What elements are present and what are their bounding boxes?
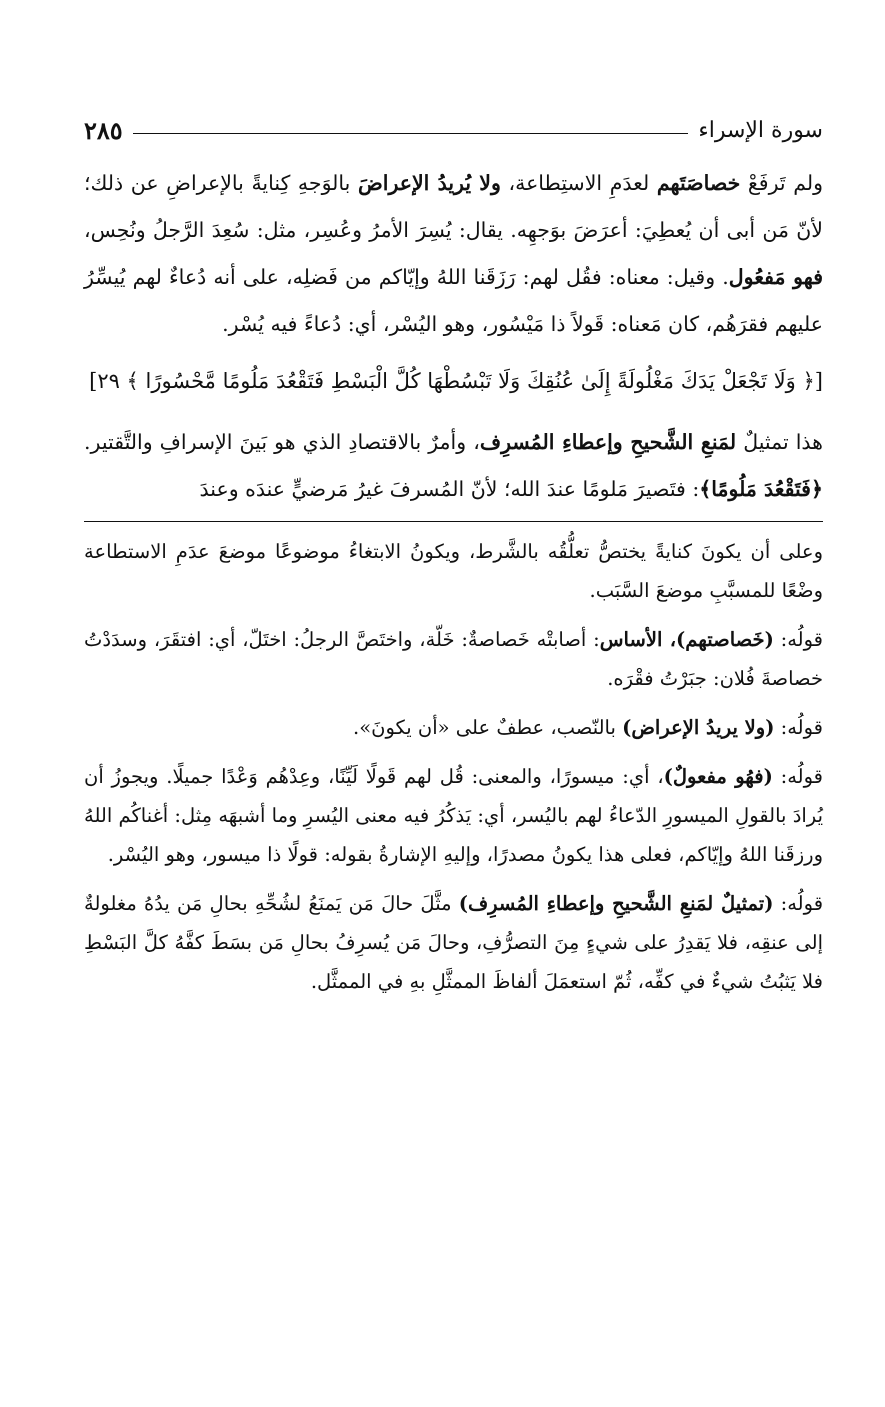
- note-bold-term: (تمثيلٌ لمَنعِ الشَّحيحِ وإعطاءِ المُسرِف): [458, 892, 774, 915]
- page-header: [84, 110, 823, 150]
- commentary-text-segment: ، وأمرٌ بالاقتصادِ الذي هو بَينَ الإسرافِ والتَّقتير.: [84, 430, 480, 454]
- commentary-text-segment: هذا تمثيلٌ: [736, 430, 823, 454]
- surah-name: سورة الإسراء: [698, 117, 823, 143]
- tafsir-bold-term: فهو مَفعُول: [728, 265, 824, 289]
- tafsir-text-segment: لعدَمِ الاستِطاعة،: [500, 171, 657, 195]
- footnote-separator: [84, 521, 823, 522]
- quran-verse: [﴿ وَلَا تَجْعَلْ يَدَكَ مَغْلُولَةً إِلَىٰ عُنُقِكَ وَلَا تَبْسُطْهَا كُلَّ الْبَسْطِ فَتَقْعُدَ مَلُومًا مَّحْسُورًا ﴾ ٢٩]: [89, 369, 823, 393]
- tafsir-text-segment: . وقيل: معناه: فقُل لهم: رَزَقَنا اللهُ وإيّاكم من فَضلِه، على أنه دُعاءٌ لهم يُيسِّرُ عليهم فقرَهُم، كان مَعناه: قَولاً ذا مَيْسُور، وهو اليُسْر، أي: دُعاءً فيه يُسْر.: [84, 265, 823, 336]
- header-rule: [133, 133, 689, 134]
- tafsir-text-segment: ولم تَرفَعْ: [740, 171, 823, 195]
- tafsir-paragraph: [84, 160, 823, 348]
- page-number: ٢٨٥: [84, 115, 123, 145]
- note-paragraph: [84, 708, 823, 747]
- commentary-text-segment: : فتَصيرَ مَلومًا عندَ الله؛ لأنّ المُسرفَ غيرُ مَرضيٍّ عندَه وعندَ: [199, 477, 700, 501]
- note-paragraph: [84, 620, 823, 698]
- note-paragraph: [84, 757, 823, 874]
- note-bold-term: (خَصاصتهم)، الأساس: [599, 628, 774, 651]
- note-text: ، أي: ميسورًا، والمعنى: قُل لهم قَولًا لَيِّنًا، وعِدْهُم وَعْدًا جميلًا. ويجوزُ أن يُرادَ بالقولِ الميسورِ الدّعاءُ لهم باليُسر، أي: يَذكُرُ فيه معنى اليُسرِ وما أشبهَه مِثل: أغناكُم اللهُ ورزقَنا اللهُ وإيّاكم، فعلى هذا يكونُ مصدرًا، وإليهِ الإشارةُ بقوله: قولًا ذا ميسور، وهو اليُسْر.: [84, 765, 823, 866]
- note-text: : أصابتْه خَصاصةٌ: خَلّة، واختَصَّ الرجلُ: اختَلّ، أي: افتقَرَ، وسدَدْتُ خصاصةَ فُلان: جبَرْتُ فقْرَه.: [84, 628, 823, 690]
- marginal-notes: [84, 532, 823, 1001]
- tafsir-text: [84, 160, 823, 348]
- note-lead: قولُه:: [773, 892, 824, 915]
- tafsir-bold-term: خصاصَتَهم: [656, 171, 741, 195]
- note-bold-term: (فهُو مفعولٌ): [663, 765, 773, 788]
- tafsir-text-segment: بالوَجهِ كِنايةً بالإعراضِ عن ذلك؛ لأنّ مَن أبى أن يُعطِيَ: أعرَضَ بوَجهِه. يقال: يُسِرَ الأمرُ وعُسِر، مثل: سُعِدَ الرَّجلُ ونُحِس،: [84, 171, 823, 242]
- note-bold-term: (ولا يريدُ الإعراض): [622, 716, 775, 739]
- note-paragraph: [84, 884, 823, 1001]
- note-lead: قولُه:: [774, 716, 823, 739]
- commentary-bold-term: لمَنعِ الشَّحيحِ وإعطاءِ المُسرِف: [479, 430, 737, 454]
- verse-commentary: [84, 419, 823, 513]
- note-paragraph: وعلى أن يكونَ كنايةً يختصُّ تعلُّقُه بالشَّرط، ويكونُ الابتغاءُ موضوعًا موضعَ عدَمِ الاستطاعة وضْعًا للمسبَّبِ موضعَ السَّبَب.: [84, 540, 823, 602]
- note-text: بالنّصب، عطفٌ على «أن يكونَ».: [353, 716, 623, 739]
- note-lead: قولُه:: [772, 765, 823, 788]
- note-lead: قولُه:: [773, 628, 824, 651]
- tafsir-bold-term: ولا يُريدُ الإعراضَ: [357, 171, 501, 195]
- commentary-quoted-verse: ﴿فَتَقْعُدَ مَلُومًا﴾: [699, 477, 823, 501]
- note-text: مثَّلَ حالَ مَن يَمنَعُ لشُحِّهِ بحالِ مَن يدُهُ مغلولةٌ إلى عنقِه، فلا يَقدِرُ على شيءٍ مِنَ التصرُّفِ، وحالَ مَن يُسرِفُ بحالِ مَن بسَطَ كفَّهُ كلَّ البَسْطِ فلا يَثبُتُ شيءٌ في كفِّه، ثُمّ استعمَلَ ألفاظَ الممثَّلِ بهِ في الممثَّل.: [84, 892, 823, 993]
